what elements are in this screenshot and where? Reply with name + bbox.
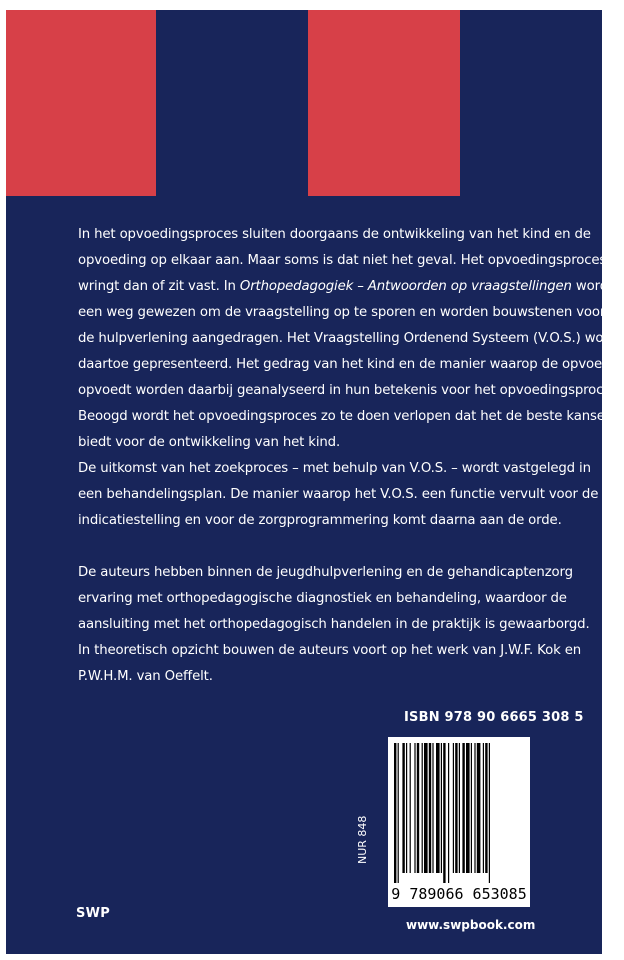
barcode-bar (394, 743, 396, 883)
red-decorative-block-left (6, 10, 156, 196)
barcode-bar (474, 743, 475, 873)
blurb-line: ervaring met orthopedagogische diagnostiek en behandeling, waardoor de (78, 591, 567, 606)
red-decorative-block-right (308, 10, 460, 196)
isbn-number: ISBN 978 90 6665 308 5 (404, 710, 584, 725)
barcode-bar (477, 743, 481, 873)
blurb-line: opvoedt worden daarbij geanalyseerd in hun betekenis voor het opvoedingsproces. (78, 383, 623, 398)
barcode-bar (417, 743, 419, 873)
barcode-bar (422, 743, 423, 873)
blurb-text-segment: wringt dan of zit vast. In (78, 279, 240, 294)
barcode-bar (406, 743, 407, 873)
blurb-line: een behandelingsplan. De manier waarop het V.O.S. een functie vervult voor de (78, 487, 599, 502)
blurb-line: opvoeding op elkaar aan. Maar soms is dat niet het geval. Het opvoedingsproces (78, 253, 607, 268)
barcode-bar (429, 743, 431, 873)
barcode-bar (455, 743, 457, 873)
blurb-line: aansluiting met het orthopedagogisch handelen in de praktijk is gewaarborgd. (78, 617, 590, 632)
barcode-bar (443, 743, 445, 883)
nur-code: NUR 848 (356, 815, 369, 864)
barcode-bar (410, 743, 411, 873)
barcode-bar (459, 743, 460, 873)
barcode-bar (462, 743, 464, 873)
blurb-line: Beoogd wordt het opvoedingsproces zo te doen verlopen dat het de beste kansen (78, 409, 614, 424)
barcode-bar (436, 743, 440, 873)
barcode-bar (432, 743, 433, 873)
barcode-digits: 9 789066 653085 (391, 885, 527, 903)
blurb-line: In het opvoedingsproces sluiten doorgaans de ontwikkeling van het kind en de (78, 227, 591, 242)
book-title-italic: Orthopedagogiek – Antwoorden op vraagstellingen (239, 279, 572, 294)
blurb-line: De auteurs hebben binnen de jeugdhulpverlening en de gehandicaptenzorg (78, 565, 573, 580)
blurb-line: De uitkomst van het zoekproces – met behulp van V.O.S. – wordt vastgelegd in (78, 461, 591, 476)
barcode-bar (466, 743, 470, 873)
blurb-text-segment: wordt (571, 279, 614, 294)
barcode-bar (471, 743, 472, 873)
barcode-bar (489, 743, 490, 883)
publisher-logo: SWP (76, 906, 111, 921)
blurb-line: de hulpverlening aangedragen. Het Vraagstelling Ordenend Systeem (V.O.S.) wordt (78, 331, 622, 346)
blurb-text (78, 222, 624, 690)
barcode-bar (453, 743, 454, 873)
blurb-line (78, 274, 614, 300)
blurb-line: een weg gewezen om de vraagstelling op te sporen en worden bouwstenen voor (78, 305, 606, 320)
barcode-bar (485, 743, 487, 873)
barcode-bar (441, 743, 442, 873)
blurb-line: In theoretisch opzicht bouwen de auteurs voort op het werk van J.W.F. Kok en (78, 643, 582, 658)
barcode-bar (448, 743, 449, 883)
barcode-bar (483, 743, 484, 873)
publisher-website: www.swpbook.com (406, 918, 536, 932)
blurb-line: daartoe gepresenteerd. Het gedrag van het kind en de manier waarop de opvoeder (78, 357, 624, 372)
paragraph-spacer (78, 534, 558, 560)
barcode-bar (414, 743, 415, 873)
barcode (388, 737, 530, 907)
barcode-bars (388, 737, 530, 907)
barcode-bar (398, 743, 399, 883)
blurb-line: biedt voor de ontwikkeling van het kind. (78, 435, 341, 450)
blurb-line: indicatiestelling en voor de zorgprogrammering komt daarna aan de orde. (78, 513, 562, 528)
blurb-line: P.W.H.M. van Oeffelt. (78, 669, 213, 684)
barcode-bar (402, 743, 404, 873)
barcode-bar (424, 743, 428, 873)
